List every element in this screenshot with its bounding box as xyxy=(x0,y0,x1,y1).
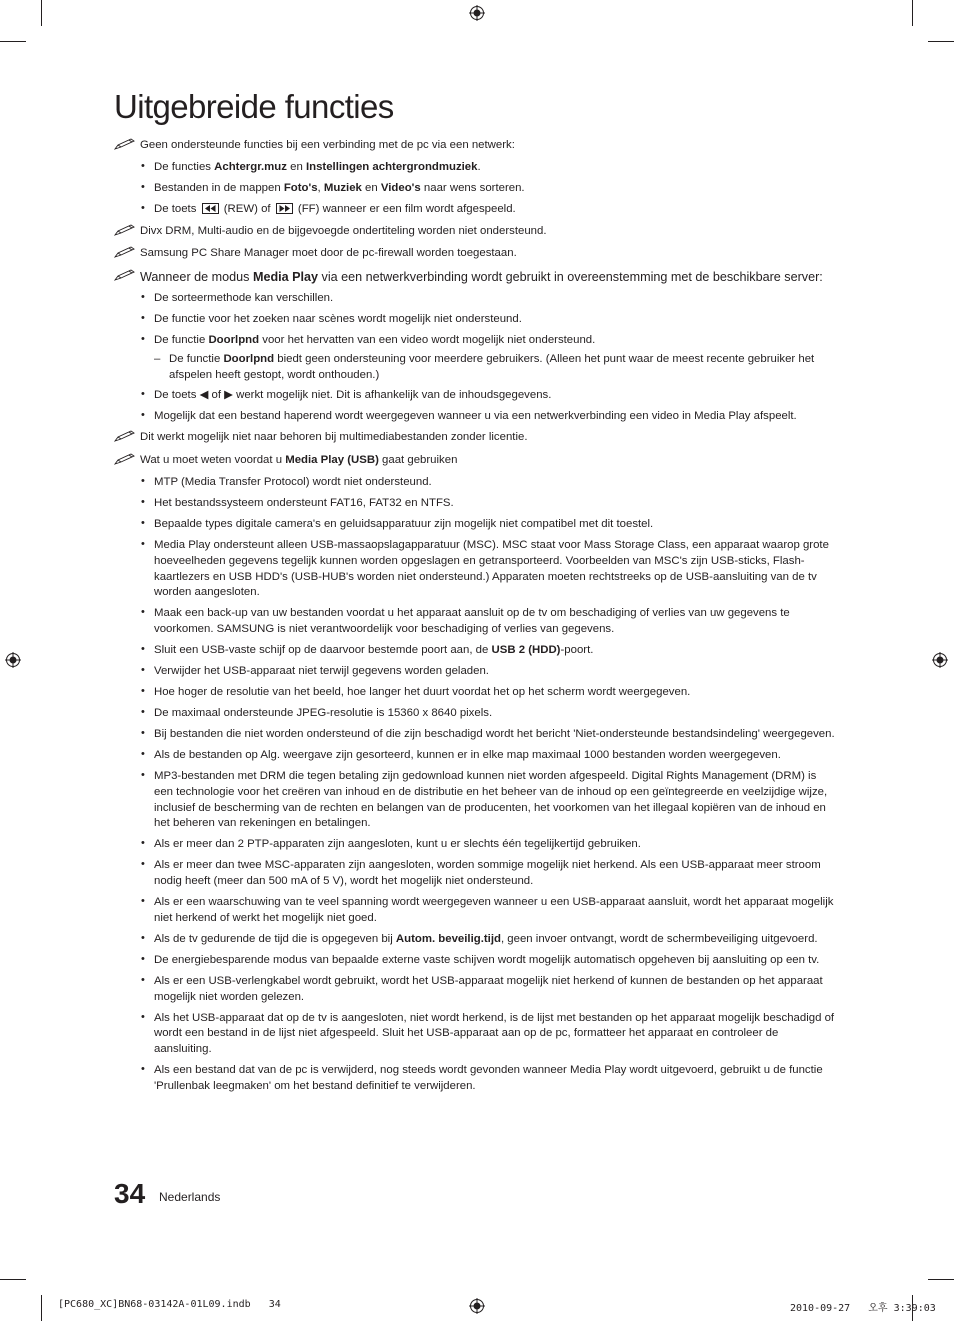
note xyxy=(114,430,838,446)
bullet: • xyxy=(141,201,145,214)
list-item: • Als er meer dan twee MSC-apparaten zijn aangesloten, worden sommige mogelijk niet herkend. Als een USB-apparaat meer stroom nodig heeft (meer dan 500 mA of 5 V), wordt het mogelijk niet ondersteund. xyxy=(141,858,821,888)
bullet: • xyxy=(141,159,145,172)
bullet-list xyxy=(114,388,838,425)
footer-language: Nederlands xyxy=(159,1190,221,1204)
bullet: • xyxy=(141,606,145,619)
rewind-key-icon xyxy=(202,203,219,214)
bullet: • xyxy=(141,537,145,550)
crop-mark xyxy=(928,41,954,42)
pencil-note-icon xyxy=(114,138,136,150)
bullet: • xyxy=(141,643,145,656)
print-timestamp: 2010-09-27 오후 3:39:03 xyxy=(790,1303,936,1314)
pencil-note-icon xyxy=(114,269,136,281)
bullet: • xyxy=(141,706,145,719)
list-item: • Het bestandssysteem ondersteunt FAT16, FAT32 en NTFS. xyxy=(141,495,454,509)
crop-mark xyxy=(41,1295,42,1321)
list-item: • De energiebesparende modus van bepaalde externe vaste schijven wordt mogelijk automatisch opgeheven bij aansluiting op een tv. xyxy=(141,952,820,966)
bullet-list xyxy=(114,475,838,1095)
list-item: • Hoe hoger de resolutie van het beeld, hoe langer het duurt voordat het op het scherm wordt weergegeven. xyxy=(141,685,691,699)
bullet: • xyxy=(141,312,145,325)
list-item: • Als de bestanden op Alg. weergave zijn gesorteerd, kunnen er in elke map maximaal 1000 bestanden worden weergegeven. xyxy=(141,748,781,762)
pencil-note-icon xyxy=(114,224,136,236)
registration-mark-icon xyxy=(5,652,21,668)
bullet: • xyxy=(141,387,145,400)
bullet: • xyxy=(141,333,145,346)
list-item: • Als er een waarschuwing van te veel spanning wordt weergegeven wanneer u een USB-apparaat aansluit, wordt het apparaat mogelijk niet herkend of werkt het mogelijk niet goed. xyxy=(141,895,834,924)
main-content xyxy=(114,138,838,1101)
note-text: Divx DRM, Multi-audio en de bijgevoegde ondertiteling worden niet ondersteund. xyxy=(140,224,547,237)
page-title: Uitgebreide functies xyxy=(114,88,394,125)
registration-mark-icon xyxy=(932,652,948,668)
note xyxy=(114,246,838,262)
crop-mark xyxy=(0,1279,26,1280)
list-item: • Media Play ondersteunt alleen USB-massaopslagapparatuur (MSC). MSC staat voor Mass Storage Class, een apparaat waarop grote hoeveelheden gegevens tegelijk kunnen worden opgeslagen en getransporteerd. Voorbeelden van MSC's zijn USB-sticks, Flash-kaartlezers en USB HDD's (USB-HUB's worden niet ondersteund.) Apparaten moeten rechtstreeks op de USB-aansluiting van de tv worden aangesloten. xyxy=(141,537,829,599)
list-item: • De functies Achtergr.muz en Instellingen achtergrondmuziek. xyxy=(141,159,481,173)
list-item: • De toets ◀ of ▶ werkt mogelijk niet. Dit is afhankelijk van de inhoudsgegevens. xyxy=(141,387,552,401)
bullet: • xyxy=(141,1063,145,1076)
bullet: • xyxy=(141,408,145,421)
pencil-note-icon xyxy=(114,453,136,465)
dash: – xyxy=(154,353,161,366)
bullet: • xyxy=(141,952,145,965)
bullet: • xyxy=(141,895,145,908)
note xyxy=(114,224,838,240)
list-item: • Als er een USB-verlengkabel wordt gebruikt, wordt het USB-apparaat mogelijk niet herkend of kunnen de bestanden op het apparaat mogelijk niet worden gelezen. xyxy=(141,973,823,1003)
list-item: • MTP (Media Transfer Protocol) wordt niet ondersteund. xyxy=(141,475,432,488)
registration-mark-icon xyxy=(469,5,485,21)
note-text: Samsung PC Share Manager moet door de pc-firewall worden toegestaan. xyxy=(140,247,517,260)
bullet-list xyxy=(114,291,838,349)
bullet: • xyxy=(141,727,145,740)
list-item: • De toets (REW) of (FF) wanneer er een film wordt afgespeeld. xyxy=(141,201,516,215)
list-item: • Mogelijk dat een bestand haperend wordt weergegeven wanneer u via een netwerkverbinding een video in Media Play afspeelt. xyxy=(141,408,797,422)
list-item: • Verwijder het USB-apparaat niet terwijl gegevens worden geladen. xyxy=(141,664,489,678)
note xyxy=(114,138,838,154)
crop-mark xyxy=(912,0,913,26)
list-item: • Bepaalde types digitale camera's en geluidsapparatuur zijn mogelijk niet compatibel met dit toestel. xyxy=(141,516,654,530)
bullet: • xyxy=(141,495,145,508)
list-item: • Bij bestanden die niet worden ondersteund of die zijn beschadigd wordt het bericht 'Niet-ondersteunde bestandsindeling' weergegeven. xyxy=(141,727,835,741)
list-item: • De sorteermethode kan verschillen. xyxy=(141,291,334,305)
list-item: • De functie Doorlpnd voor het hervatten van een video wordt mogelijk niet ondersteund. xyxy=(141,333,596,347)
list-item: • De maximaal ondersteunde JPEG-resolutie is 15360 x 8640 pixels. xyxy=(141,706,493,720)
bullet: • xyxy=(141,931,145,944)
list-item: • De functie voor het zoeken naar scènes wordt mogelijk niet ondersteund. xyxy=(141,312,522,326)
list-item: • Sluit een USB-vaste schijf op de daarvoor bestemde poort aan, de USB 2 (HDD)-poort. xyxy=(141,643,594,657)
bullet: • xyxy=(141,973,145,986)
bullet: • xyxy=(141,685,145,698)
list-item: • Als de tv gedurende de tijd die is opgegeven bij Autom. beveilig.tijd, geen invoer ontvangt, wordt de schermbeveiliging uitgevoerd. xyxy=(141,931,818,945)
crop-mark xyxy=(0,41,26,42)
bullet: • xyxy=(141,769,145,782)
list-item: • Als een bestand dat van de pc is verwijderd, nog steeds wordt gevonden wanneer Media Play wordt uitgevoerd, gebruikt u de functie 'Prullenbak leegmaken' om het bestand definitief te verwijderen. xyxy=(141,1063,823,1093)
bullet: • xyxy=(141,837,145,850)
list-item: • Maak een back-up van uw bestanden voordat u het apparaat aansluit op de tv om beschadiging of verlies van uw gegevens te voorkomen. SAMSUNG is niet verantwoordelijk voor beschadiging of verlies van gegevens. xyxy=(141,606,790,636)
pencil-note-icon xyxy=(114,246,136,258)
bullet: • xyxy=(141,180,145,193)
list-item: • MP3-bestanden met DRM die tegen betaling zijn gedownload kunnen niet worden afgespeeld. Digital Rights Management (DRM) is een technologie voor het creëren van inhoud en de distributie en het beheer van de inhoud op een geïntegreerde en veelzijdige wijze, inclusief de bescherming van de rechten en belangen van de producenten, het voorkomen van het illegaal kopiëren van de inhoud en het beheren van rekeningen en betalingen. xyxy=(141,769,828,830)
sub-list-item: – De functie Doorlpnd biedt geen ondersteuning voor meerdere gebruikers. (Alleen het punt waar de meest recente gebruiker het afspelen heeft gestopt, wordt onthouden.) xyxy=(154,353,815,381)
bullet: • xyxy=(141,516,145,529)
fast-forward-key-icon xyxy=(276,203,293,214)
bullet: • xyxy=(141,1010,145,1023)
print-file-info: [PC680_XC]BN68-03142A-01L09.indb 34 xyxy=(58,1299,281,1310)
note: Wanneer de modus Media Play via een netwerkverbinding wordt gebruikt in overeenstemming met de beschikbare server: xyxy=(114,269,838,285)
note-text: Geen ondersteunde functies bij een verbinding met de pc via een netwerk: xyxy=(140,139,515,151)
bullet: • xyxy=(141,858,145,871)
list-item: • Bestanden in de mappen Foto's, Muziek en Video's naar wens sorteren. xyxy=(141,180,525,194)
bullet: • xyxy=(141,291,145,304)
bullet-list xyxy=(114,160,838,218)
bullet: • xyxy=(141,475,145,487)
list-item: • Als er meer dan 2 PTP-apparaten zijn aangesloten, kunt u er slechts één tegelijkertijd gebruiken. xyxy=(141,837,641,851)
list-item: • Als het USB-apparaat dat op de tv is aangesloten, niet wordt herkend, is de lijst met bestanden op het apparaat mogelijk beschadigd of wordt een bestand in de lijst niet afgespeeld. Sluit het USB-apparaat aan op de pc, formatteer het apparaat en controleer de aansluiting. xyxy=(141,1010,835,1056)
registration-mark-icon xyxy=(469,1298,485,1314)
page-number: 34 xyxy=(114,1178,146,1209)
pencil-note-icon xyxy=(114,430,136,442)
crop-mark xyxy=(928,1279,954,1280)
crop-mark xyxy=(41,0,42,26)
bullet: • xyxy=(141,664,145,677)
bullet: • xyxy=(141,748,145,761)
note: Wat u moet weten voordat u Media Play (USB) gaat gebruiken xyxy=(114,453,838,469)
note-text: Dit werkt mogelijk niet naar behoren bij multimediabestanden zonder licentie. xyxy=(140,431,528,444)
